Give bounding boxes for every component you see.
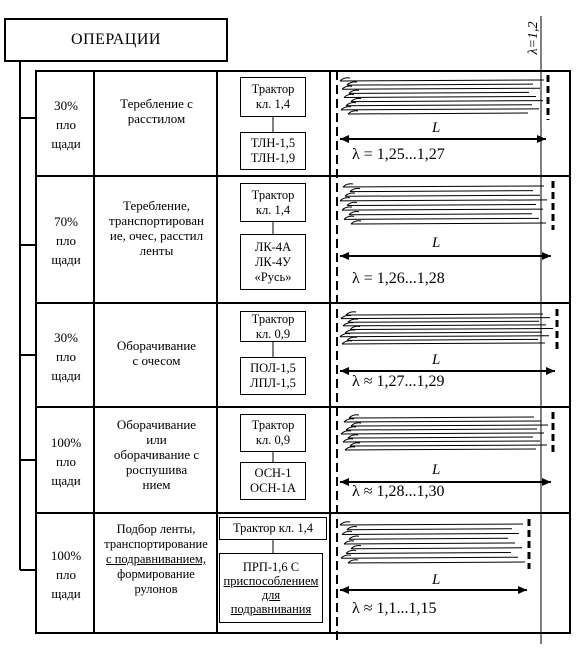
row3-operation: Оборачивание с очесом [116, 338, 197, 368]
stem-line [340, 524, 523, 525]
stem-line [348, 437, 533, 438]
operations-title: ОПЕРАЦИИ [71, 31, 161, 48]
row5-operation: Подбор ленты, транспортирование с подравниванием, формирование рулонов [104, 522, 208, 596]
stem-line [350, 329, 553, 330]
stem-line [343, 441, 540, 442]
stem-line [351, 425, 548, 426]
stem-line [345, 332, 542, 333]
arrow-head-right [518, 586, 527, 594]
row3-machine-box: ПОЛ-1,5 ЛПЛ-1,5 [240, 357, 306, 395]
row2-machine-box: ЛК-4А ЛК-4У «Русь» [240, 234, 306, 290]
stem-line [341, 433, 544, 434]
stem-line [340, 336, 549, 337]
stem-line [341, 109, 539, 110]
stem-line [349, 214, 532, 215]
stem-line [348, 113, 528, 114]
row2-length-label: L [432, 235, 441, 251]
stem-line [350, 445, 547, 446]
stem-line [346, 553, 511, 554]
stem-line [343, 325, 546, 326]
stem-line [351, 101, 543, 102]
row5-lambda-formula: λ ≈ 1,1...1,15 [352, 600, 437, 617]
stem-line [349, 92, 529, 93]
stem-line [342, 209, 543, 210]
row2-tractor-box: Трактор кл. 1,4 [240, 183, 306, 222]
stem-line [349, 417, 534, 418]
row4-lambda-formula: λ ≈ 1,28...1,30 [352, 483, 445, 500]
arrow-head-left [340, 252, 349, 260]
stem-line [345, 195, 540, 196]
stem-line [345, 449, 536, 450]
arrow-head-left [340, 478, 349, 486]
row4-tractor-box: Трактор кл. 0,9 [240, 414, 306, 452]
row2-percent: 70% пло щади [51, 214, 81, 267]
row1-percent: 30% пло щади [51, 98, 81, 151]
row4-operation: Оборачивание или оборачивание с роспушива нием [113, 417, 200, 492]
row4-machine-box: ОСН-1 ОСН-1А [240, 462, 306, 500]
stem-line [348, 321, 539, 322]
stem-line [343, 186, 544, 187]
stem-line [341, 318, 550, 319]
row4-length-label: L [432, 462, 441, 478]
row5-percent: 100% пло щади [50, 547, 82, 601]
stem-line [340, 200, 547, 201]
stem-line [347, 339, 538, 340]
row5-machine-box: ПРП-1,6 С приспособлением для подравнивания [219, 553, 323, 623]
stem-line [346, 314, 543, 315]
arrow-head-left [340, 135, 349, 143]
row1-machine-box: ТЛН-1,5 ТЛН-1,9 [240, 132, 306, 170]
stem-line [342, 343, 545, 344]
stem-line [344, 97, 536, 98]
row3-percent: 30% пло щади [51, 329, 81, 383]
stem-line [347, 205, 536, 206]
stem-line [344, 218, 539, 219]
lambda-axis-label: λ=1,2 [526, 21, 541, 55]
row2-operation: Теребление, транспортирован ие, очес, расстил ленты [109, 198, 204, 258]
stem-line [351, 223, 546, 224]
stem-line [344, 543, 515, 544]
stem-line [341, 557, 518, 558]
arrow-head-left [340, 367, 349, 375]
row2-lambda-formula: λ = 1,26...1,28 [352, 270, 445, 287]
row1-tractor-box: Трактор кл. 1,4 [240, 77, 306, 117]
arrow-head-right [542, 478, 551, 486]
row4-percent: 100% пло щади [50, 434, 82, 488]
stem-line [344, 421, 541, 422]
row5-length-label: L [432, 572, 441, 588]
stem-line [346, 105, 532, 106]
arrow-head-right [542, 252, 551, 260]
stem-line [342, 88, 540, 89]
arrow-head-left [340, 586, 349, 594]
row5-tractor-box: Трактор кл. 1,4 [219, 517, 327, 540]
stem-line [347, 84, 533, 85]
stem-line [350, 191, 533, 192]
stem-line [346, 429, 537, 430]
row1-lambda-formula: λ = 1,25...1,27 [352, 146, 445, 163]
row3-lambda-formula: λ ≈ 1,27...1,29 [352, 373, 445, 390]
row1-length-label: L [432, 120, 441, 136]
stem-line [351, 548, 522, 549]
row1-operation: Теребление с расстилом [120, 96, 193, 126]
arrow-head-right [546, 367, 555, 375]
stem-line [349, 538, 508, 539]
stem-line [342, 534, 519, 535]
row3-length-label: L [432, 352, 441, 368]
row3-tractor-box: Трактор кл. 0,9 [240, 311, 306, 342]
stem-line [347, 529, 512, 530]
stem-line [340, 80, 544, 81]
stem-line [348, 562, 525, 563]
